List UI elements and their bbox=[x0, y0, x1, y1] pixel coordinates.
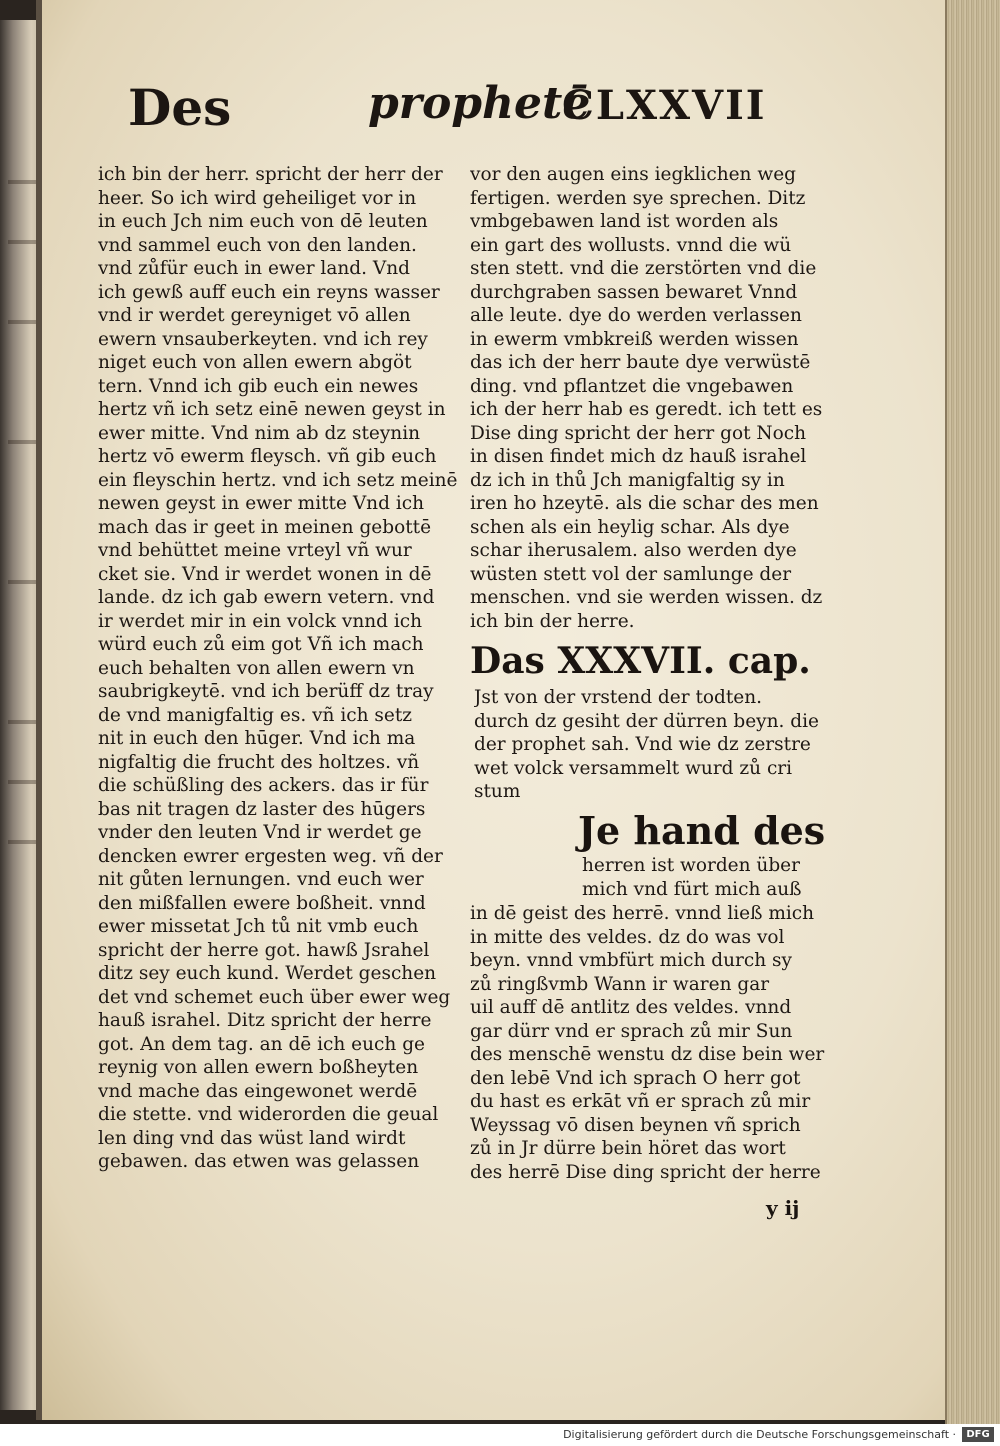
footer-bar bbox=[0, 1424, 1000, 1446]
text-line: zů ringßvmb Wann ir waren gar bbox=[470, 973, 770, 995]
text-line: ewer missetat Jch tů nit vmb euch bbox=[98, 916, 419, 937]
left-column bbox=[98, 163, 458, 1174]
text-line: lande. dz ich gab ewern vetern. vnd bbox=[98, 587, 435, 608]
text-line: ich bin der herre. bbox=[470, 610, 635, 632]
text-line: ditz sey euch kund. Werdet geschen bbox=[98, 963, 437, 984]
text-line: die stette. vnd widerorden die geual bbox=[98, 1104, 439, 1125]
text-line: in disen findet mich dz hauß israhel bbox=[470, 446, 807, 467]
text-line: die schüßling des ackers. das ir für bbox=[98, 775, 429, 796]
body-beside-initial bbox=[582, 854, 842, 901]
header-middle-word: prophetē bbox=[368, 78, 591, 129]
text-line: Dise ding spricht der herr got Noch bbox=[470, 422, 806, 444]
header-left-word: Des bbox=[128, 78, 232, 137]
running-header bbox=[42, 78, 966, 148]
footer-credit: Digitalisierung gefördert durch die Deutsche Forschungsgemeinschaft · bbox=[563, 1428, 956, 1441]
text-line: ewern vnsauberkeyten. vnd ich rey bbox=[98, 328, 428, 350]
text-line: dz ich in thů Jch manigfaltig sy in bbox=[470, 469, 785, 491]
right-column-body bbox=[470, 902, 840, 1184]
text-line: vnd sammel euch von den landen. bbox=[98, 234, 417, 256]
text-line: saubrigkeytē. vnd ich berüff dz tray bbox=[98, 681, 434, 702]
text-line: in euch Jch nim euch von dē leuten bbox=[98, 211, 428, 232]
text-line: schen als ein heylig schar. Als dye bbox=[470, 516, 790, 538]
text-line: stum bbox=[474, 781, 521, 802]
text-line: des herrē Dise ding spricht der herre bbox=[470, 1161, 821, 1183]
text-line: bas nit tragen dz laster des hūgers bbox=[98, 798, 426, 820]
page-fore-edge bbox=[945, 0, 1000, 1424]
text-line: hauß israhel. Ditz spricht der herre bbox=[98, 1010, 432, 1031]
text-line: du hast es erkāt vñ er sprach zů mir bbox=[470, 1091, 811, 1112]
right-column-top bbox=[470, 163, 840, 633]
text-line: den mißfallen ewere boßheit. vnnd bbox=[98, 892, 426, 914]
page bbox=[36, 0, 966, 1420]
text-line: ein gart des wollusts. vnnd die wü bbox=[470, 234, 792, 256]
text-line: ein fleyschin hertz. vnd ich setz meinē bbox=[98, 469, 458, 491]
text-line: vnd mache das eingewonet werdē bbox=[98, 1080, 418, 1102]
text-line: uil auff dē antlitz des veldes. vnnd bbox=[470, 997, 792, 1018]
text-line: cket sie. Vnd ir werdet wonen in dē bbox=[98, 563, 432, 585]
chapter-heading: Das XXXVII. cap. bbox=[470, 640, 811, 682]
text-line: schar iherusalem. also werden dye bbox=[470, 540, 797, 561]
text-line: sten stett. vnd die zerstörten vnd die bbox=[470, 258, 817, 279]
text-line: ewer mitte. Vnd nim ab dz steynin bbox=[98, 422, 421, 444]
text-line: spricht der herre got. hawß Jsrahel bbox=[98, 939, 430, 961]
text-line: niget euch von allen ewern abgöt bbox=[98, 352, 412, 373]
text-line: fertigen. werden sye sprechen. Ditz bbox=[470, 187, 806, 209]
text-line: heer. So ich wird geheiliget vor in bbox=[98, 187, 417, 209]
text-line: den lebē Vnd ich sprach O herr got bbox=[470, 1067, 801, 1089]
text-line: tern. Vnnd ich gib euch ein newes bbox=[98, 375, 419, 397]
text-line: vnd behüttet meine vrteyl vñ wur bbox=[98, 540, 412, 561]
text-line: got. An dem tag. an dē ich euch ge bbox=[98, 1033, 425, 1055]
text-line: alle leute. dye do werden verlassen bbox=[470, 305, 802, 326]
text-line: iren ho hzeytē. als die schar des men bbox=[470, 493, 819, 514]
text-line: in ewerm vmbkreiß werden wissen bbox=[470, 328, 799, 350]
text-line: hertz vō ewerm fleysch. vñ gib euch bbox=[98, 446, 437, 467]
text-line: mach das ir geet in meinen gebottē bbox=[98, 516, 432, 538]
text-line: vnd zůfür euch in ewer land. Vnd bbox=[98, 258, 411, 279]
text-line: nigfaltig die frucht des holtzes. vñ bbox=[98, 751, 420, 773]
text-line: euch behalten von allen ewern vn bbox=[98, 657, 415, 679]
text-line: vmbgebawen land ist worden als bbox=[470, 211, 779, 232]
text-line: ich der herr hab es geredt. ich tett es bbox=[470, 399, 823, 420]
text-line: in dē geist des herrē. vnnd ließ mich bbox=[470, 903, 815, 924]
text-line: würd euch zů eim got Vñ ich mach bbox=[98, 634, 424, 655]
text-line: nit gůten lernungen. vnd euch wer bbox=[98, 869, 424, 890]
text-line: durchgraben sassen bewaret Vnnd bbox=[470, 281, 798, 303]
text-line: beyn. vnnd vmbfürt mich durch sy bbox=[470, 950, 792, 971]
text-line: ding. vnd pflantzet die vngebawen bbox=[470, 375, 794, 397]
text-line: durch dz gesiht der dürren beyn. die bbox=[474, 710, 819, 732]
text-line: vnder den leuten Vnd ir werdet ge bbox=[98, 822, 422, 843]
text-line: das ich der herr baute dye verwüstē bbox=[470, 352, 811, 373]
text-line: ir werdet mir in ein volck vnnd ich bbox=[98, 610, 423, 632]
text-line: Weyssag vō disen beynen vñ sprich bbox=[470, 1114, 801, 1136]
text-line: ich gewß auff euch ein reyns wasser bbox=[98, 281, 440, 303]
text-line: nit in euch den hūger. Vnd ich ma bbox=[98, 728, 416, 749]
text-line: wüsten stett vol der samlunge der bbox=[470, 563, 792, 585]
text-line: newen geyst in ewer mitte Vnd ich bbox=[98, 493, 425, 514]
signature-mark: y ij bbox=[766, 1196, 800, 1220]
text-line: len ding vnd das wüst land wirdt bbox=[98, 1127, 406, 1149]
text-line: det vnd schemet euch über ewer weg bbox=[98, 986, 451, 1008]
text-line: Jst von der vrstend der todten. bbox=[474, 687, 763, 708]
dfg-logo: DFG bbox=[962, 1427, 994, 1442]
text-line: hertz vñ ich setz einē newen geyst in bbox=[98, 399, 446, 420]
chapter-summary bbox=[474, 686, 844, 804]
chapter-opening-line: Je hand des bbox=[578, 808, 826, 853]
text-line: gebawen. das etwen was gelassen bbox=[98, 1151, 420, 1172]
text-line: in mitte des veldes. dz do was vol bbox=[470, 926, 785, 948]
text-line: zů in Jr dürre bein höret das wort bbox=[470, 1138, 786, 1159]
text-line: de vnd manigfaltig es. vñ ich setz bbox=[98, 704, 413, 726]
text-line: wet volck versammelt wurd zů cri bbox=[474, 757, 793, 779]
text-line: gar dürr vnd er sprach zů mir Sun bbox=[470, 1020, 793, 1042]
text-line: menschen. vnd sie werden wissen. dz bbox=[470, 587, 823, 608]
text-line: herren ist worden über bbox=[582, 855, 800, 876]
text-line: ich bin der herr. spricht der herr der bbox=[98, 164, 443, 185]
folio-number: CLXXVII bbox=[562, 82, 767, 129]
text-line: vnd ir werdet gereyniget vō allen bbox=[98, 305, 411, 326]
text-line: der prophet sah. Vnd wie dz zerstre bbox=[474, 734, 811, 755]
text-line: des menschē wenstu dz dise bein wer bbox=[470, 1044, 825, 1065]
text-line: vor den augen eins iegklichen weg bbox=[470, 164, 796, 185]
text-line: reynig von allen ewern boßheyten bbox=[98, 1057, 419, 1078]
text-line: mich vnd fürt mich auß bbox=[582, 878, 802, 900]
text-line: dencken ewrer ergesten weg. vñ der bbox=[98, 845, 443, 867]
